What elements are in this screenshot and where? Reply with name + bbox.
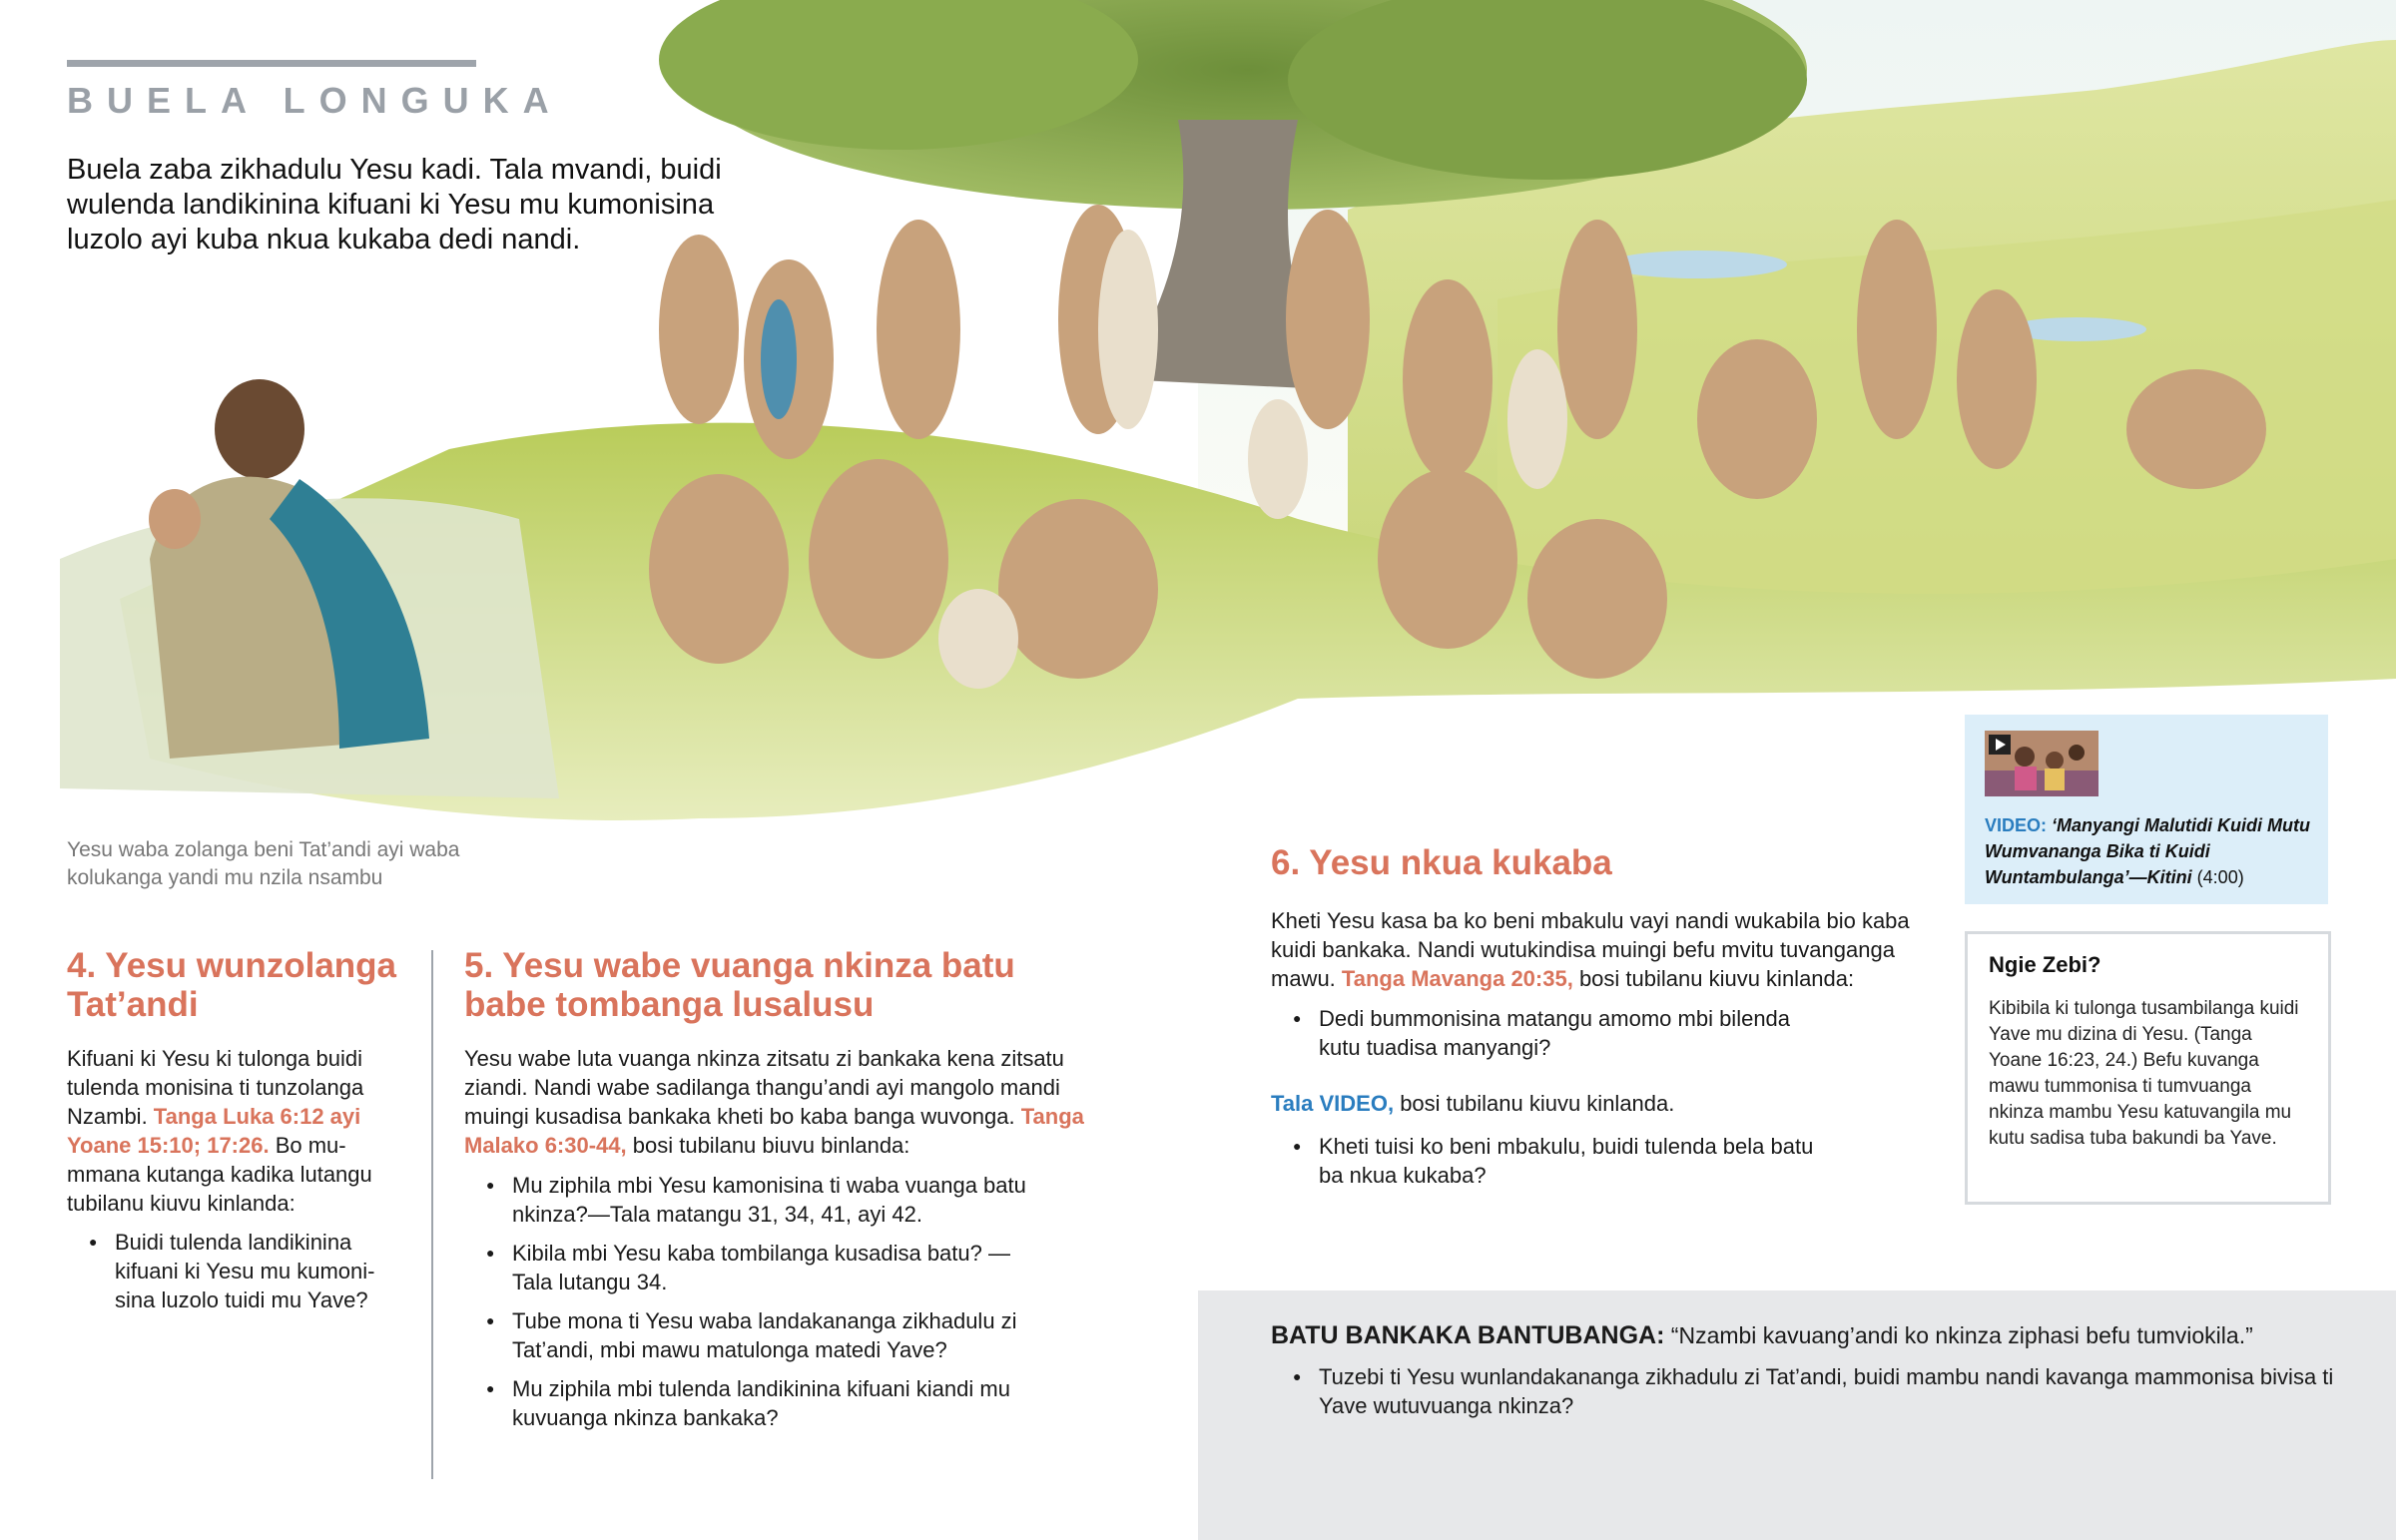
video-prompt: [1271, 1089, 1870, 1118]
section-6-body: [1271, 906, 1945, 993]
question-item: ● Kheti tuisi ko beni mbakulu, buidi tulenda bela batu ba nkua kukaba?: [1271, 1132, 1830, 1190]
question-item: ● Tube mona ti Yesu waba landakananga zikhadulu zi Tat’andi, mbi mawu matulonga matedi Yave?: [464, 1306, 1033, 1364]
question-item: ● Dedi bummonisina matangu amomo mbi bilenda kutu tuadisa manyangi?: [1271, 1004, 1830, 1062]
section-5-body: [464, 1044, 1103, 1160]
did-you-know-box: [1965, 931, 2331, 1205]
video-callout[interactable]: [1965, 715, 2328, 904]
section-label: BUELA LONGUKA: [67, 80, 563, 121]
objection-heading: [1271, 1320, 2369, 1350]
play-icon[interactable]: [1989, 735, 2011, 755]
section-4-scripture-link[interactable]: Tanga Luka 6:12 ayi Yoane 15:10; 17:26.: [67, 1104, 361, 1158]
question-item: ● Mu ziphila mbi Yesu kamonisina ti waba vuanga batu nkinza?—Tala matangu 31, 34, 41, ayi 42.: [464, 1171, 1033, 1229]
video-duration: (4:00): [2191, 867, 2244, 887]
section-4-title: 4. Yesu wunzolanga Tat’andi: [67, 946, 397, 1024]
section-4-text-end: Bo mummana kutanga kadika lutangu tubilanu kiuvu kinlanda:: [67, 1133, 372, 1216]
header-rule: [67, 60, 476, 67]
video-link[interactable]: Tala VIDEO,: [1271, 1091, 1395, 1116]
question-item: ● Buidi tulenda landikinina kifuani ki Yesu mu kumonisina luzolo tuidi mu Yave?: [67, 1228, 396, 1314]
did-you-know-title: Ngie Zebi?: [1989, 952, 2101, 977]
video-title[interactable]: [1985, 812, 2314, 890]
intro-paragraph: Buela zaba zikhadulu Yesu kadi. Tala mvandi, buidi wulenda landikinina kifuani ki Yesu mu kumonisina luzolo ayi kuba nkua kukaba dedi nandi.: [67, 154, 722, 256]
objection-point: ● Tuzebi ti Yesu wunlandakananga zikhadulu zi Tat’andi, buidi mambu nandi kavanga mammonisa bivisa ti Yave wutuvuanga nkinza?: [1271, 1362, 2349, 1420]
objection-lead: BATU BANKAKA BANTUBANGA:: [1271, 1321, 1665, 1349]
question-item: ● Kibila mbi Yesu kaba tombilanga kusadisa batu? —Tala lutangu 34.: [464, 1239, 1033, 1296]
did-you-know-text: Kibibila ki tulonga tusambilanga kuidi Yave mu dizina di Yesu. (Tanga Yoane 16:23, 24.) Befu kuvanga mawu tummonisa ti tumvuanga nkinza mambu Yesu katuvangila mu kutu sadisa tuba bakundi ba Yave.: [1989, 998, 2299, 1149]
column-divider: [431, 950, 433, 1479]
illustration-caption: Yesu waba zolanga beni Tat’andi ayi waba kolukanga yandi mu nzila nsambu: [67, 838, 460, 889]
section-5-questions: [464, 1171, 1033, 1442]
section-6-questions: [1271, 1004, 1830, 1072]
section-5-text-end: bosi tubilanu biuvu binlanda:: [626, 1133, 910, 1158]
section-6-title: 6. Yesu nkua kukaba: [1271, 843, 1612, 882]
section-6-text: Kheti Yesu kasa ba ko beni mbakulu vayi nandi wukabila bio kaba kuidi bankaka. Nandi wutukindisa muingi befu mvitu tuvanganga mawu.: [1271, 908, 1910, 991]
video-thumbnail[interactable]: [1985, 731, 2098, 796]
section-4-body: [67, 1044, 396, 1218]
section-5-title: 5. Yesu wabe vuanga nkinza batu babe tombanga lusalusu: [464, 946, 1015, 1024]
video-prompt-text: bosi tubilanu kiuvu kinlanda.: [1394, 1091, 1675, 1116]
section-4-questions: [67, 1228, 396, 1324]
section-5-scripture-link[interactable]: Tanga Malako 6:30-44,: [464, 1104, 1084, 1158]
objection-points: [1271, 1362, 2349, 1430]
video-name: ‘Manyangi Malutidi Kuidi Mutu Wumvananga Bika ti Kuidi Wuntambulanga’—Kitini: [1985, 815, 2310, 887]
section-6-video-questions: [1271, 1132, 1830, 1200]
objection-panel: [1198, 1290, 2396, 1540]
section-6-text-end: bosi tubilanu kiuvu kinlanda:: [1572, 966, 1855, 991]
objection-quote: “Nzambi kavuang’andi ko nkinza ziphasi befu tumviokila.”: [1664, 1322, 2253, 1348]
section-4-text: Kifuani ki Yesu ki tulonga buidi tulenda monisina ti tunzolanga Nzambi.: [67, 1046, 364, 1129]
section-5-text: Yesu wabe luta vuanga nkinza zitsatu zi bankaka kena zitsatu ziandi. Nandi wabe sadilanga thangu’andi ayi mangolo mandi muingi kusadisa bankaka kheti bo kaba banga wuvonga.: [464, 1046, 1064, 1129]
video-label: VIDEO:: [1985, 815, 2048, 835]
section-6-scripture-link[interactable]: Tanga Mavanga 20:35,: [1341, 966, 1573, 991]
question-item: ● Mu ziphila mbi tulenda landikinina kifuani kiandi mu kuvuanga nkinza bankaka?: [464, 1374, 1033, 1432]
